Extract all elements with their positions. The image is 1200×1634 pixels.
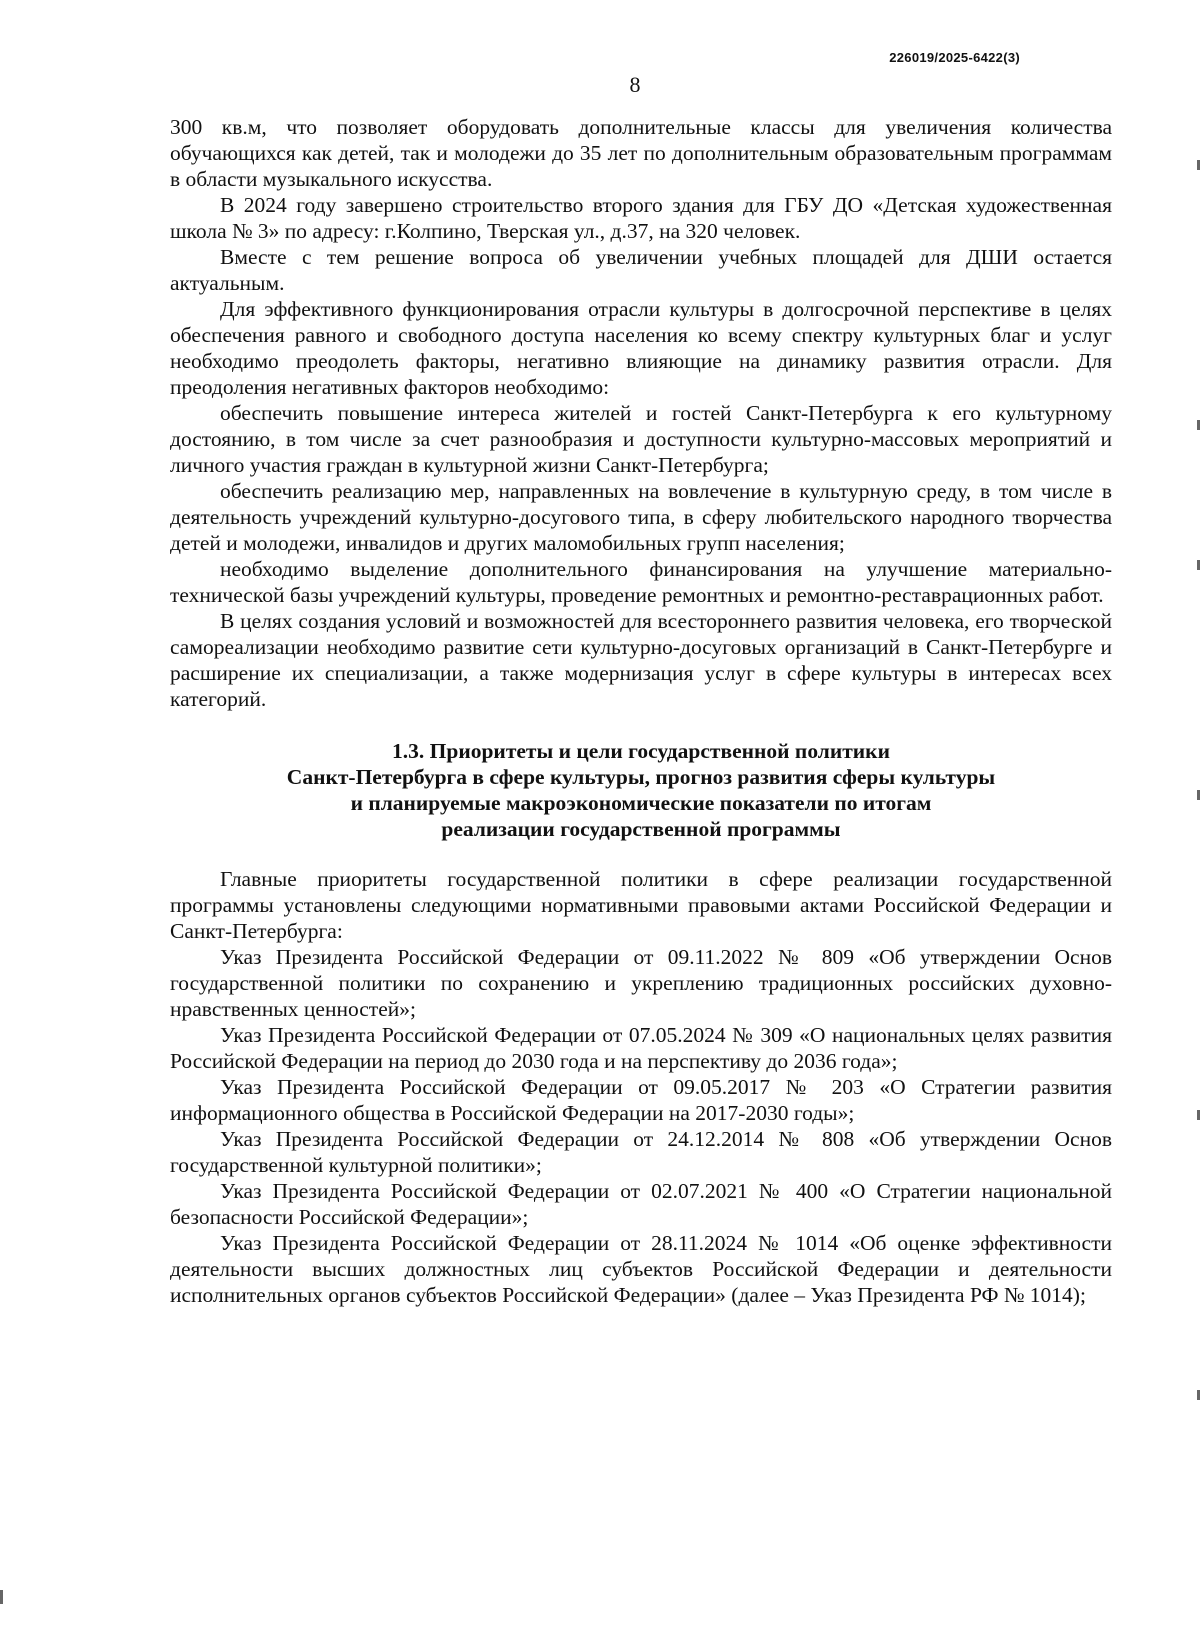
paragraph: обеспечить повышение интереса жителей и гостей Санкт-Петербурга к его культурному достоянию, в том числе за счет разнообразия и доступности культурно-массовых мероприятий и личного участия граждан в культурной жизни Санкт-Петербурга;: [170, 401, 1112, 477]
page-number: 8: [629, 72, 641, 97]
paragraph: В целях создания условий и возможностей для всестороннего развития человека, его творческой самореализации необходимо развитие сети культурно-досуговых организаций в Санкт-Петербурге и расширение их специализации, а также модернизация услуг в сфере культуры в интересах всех категорий.: [170, 609, 1112, 711]
paragraph: обеспечить реализацию мер, направленных на вовлечение в культурную среду, в том числе в деятельность учреждений культурно-досугового типа, в сферу любительского народного творчества детей и молодежи, инвалидов и других маломобильных групп населения;: [170, 479, 1112, 555]
paragraph: Главные приоритеты государственной политики в сфере реализации государственной программы установлены следующими нормативными правовыми актами Российской Федерации и Санкт-Петербурга:: [170, 867, 1112, 943]
paragraph: Указ Президента Российской Федерации от 07.05.2024 № 309 «О национальных целях развития Российской Федерации на период до 2030 года и на перспективу до 2036 года»;: [170, 1023, 1112, 1073]
section-heading: [170, 738, 1112, 842]
paragraph: Указ Президента Российской Федерации от 09.11.2022 № 809 «Об утверждении Основ государственной политики по сохранению и укреплению традиционных российских духовно-нравственных ценностей»;: [170, 945, 1112, 1021]
paragraph: 300 кв.м, что позволяет оборудовать дополнительные классы для увеличения количества обучающихся как детей, так и молодежи до 35 лет по дополнительным образовательным программам в области музыкального искусства.: [170, 115, 1112, 191]
paragraph: В 2024 году завершено строительство второго здания для ГБУ ДО «Детская художественная школа № 3» по адресу: г.Колпино, Тверская ул., д.37, на 320 человек.: [170, 193, 1112, 243]
section-heading-line: Санкт-Петербурга в сфере культуры, прогноз развития сферы культуры: [286, 765, 996, 789]
paragraph: Указ Президента Российской Федерации от 02.07.2021 № 400 «О Стратегии национальной безопасности Российской Федерации»;: [170, 1179, 1112, 1229]
section-heading-line: реализации государственной программы: [441, 817, 841, 841]
section-heading-line: и планируемые макроэкономические показатели по итогам: [350, 791, 932, 815]
paragraph: Указ Президента Российской Федерации от 09.05.2017 № 203 «О Стратегии развития информационного общества в Российской Федерации на 2017-2030 годы»;: [170, 1075, 1112, 1125]
paragraph: Указ Президента Российской Федерации от 28.11.2024 № 1014 «Об оценке эффективности деятельности высших должностных лиц субъектов Российской Федерации и деятельности исполнительных органов субъектов Российской Федерации» (далее – Указ Президента РФ № 1014);: [170, 1231, 1112, 1307]
document-body: [170, 114, 1112, 1308]
paragraph: Указ Президента Российской Федерации от 24.12.2014 № 808 «Об утверждении Основ государственной культурной политики»;: [170, 1127, 1112, 1177]
paragraph: Вместе с тем решение вопроса об увеличении учебных площадей для ДШИ остается актуальным.: [170, 245, 1112, 295]
scan-mark: [0, 1590, 3, 1604]
paragraph: Для эффективного функционирования отрасли культуры в долгосрочной перспективе в целях обеспечения равного и свободного доступа населения ко всему спектру культурных благ и услуг необходимо преодолеть факторы, негативно влияющие на динамику развития отрасли. Для преодоления негативных факторов необходимо:: [170, 297, 1112, 399]
paragraph: необходимо выделение дополнительного финансирования на улучшение материально-технической базы учреждений культуры, проведение ремонтных и ремонтно-реставрационных работ.: [170, 557, 1112, 607]
document-registration-number: 226019/2025-6422(3): [889, 50, 1020, 65]
scan-edge-marks: [1196, 0, 1200, 1634]
section-heading-line: 1.3. Приоритеты и цели государственной политики: [392, 739, 890, 763]
